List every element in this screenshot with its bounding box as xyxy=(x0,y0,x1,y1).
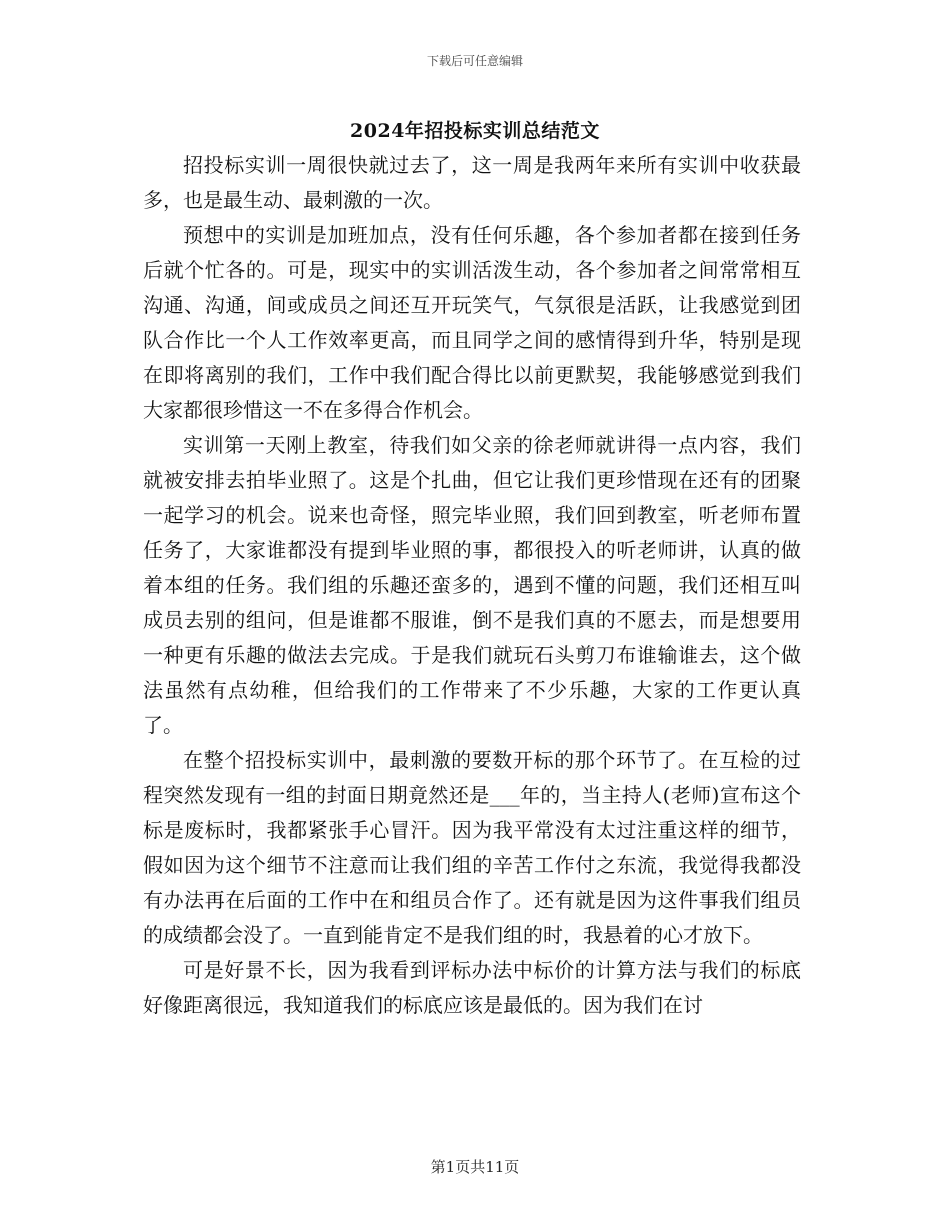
paragraph: 在整个招投标实训中，最刺激的要数开标的那个环节了。在互检的过程突然发现有一组的封面日期竟然还是___年的，当主持人(老师)宣布这个标是废标时，我都紧张手心冒汗。因为我平常没有太过注重这样的细节，假如因为这个细节不注意而让我们组的辛苦工作付之东流，我觉得我都没有办法再在后面的工作中在和组员合作了。还有就是因为这件事我们组员的成绩都会没了。一直到能肯定不是我们组的时，我悬着的心才放下。 xyxy=(143,748,801,947)
paragraph: 预想中的实训是加班加点，没有任何乐趣，各个参加者都在接到任务后就个忙各的。可是，现实中的实训活泼生动，各个参加者之间常常相互沟通、沟通，间或成员之间还互开玩笑气，气氛很是活跃，让我感觉到团队合作比一个人工作效率更高，而且同学之间的感情得到升华，特别是现在即将离别的我们，工作中我们配合得比以前更默契，我能够感觉到我们大家都很珍惜这一不在多得合作机会。 xyxy=(143,223,801,422)
paragraph: 可是好景不长，因为我看到评标办法中标价的计算方法与我们的标底好像距离很远，我知道我们的标底应该是最低的。因为我们在讨 xyxy=(143,958,801,1017)
paragraph: 招投标实训一周很快就过去了，这一周是我两年来所有实训中收获最多，也是最生动、最刺激的一次。 xyxy=(143,153,801,212)
document-title: 2024年招投标实训总结范文 xyxy=(350,120,600,142)
paragraph: 实训第一天刚上教室，待我们如父亲的徐老师就讲得一点内容，我们就被安排去拍毕业照了。这是个扎曲，但它让我们更珍惜现在还有的团聚一起学习的机会。说来也奇怪，照完毕业照，我们回到教室，听老师布置任务了，大家谁都没有提到毕业照的事，都很投入的听老师讲，认真的做着本组的任务。我们组的乐趣还蛮多的，遇到不懂的问题，我们还相互叫成员去别的组问，但是谁都不服谁，倒不是我们真的不愿去，而是想要用一种更有乐趣的做法去完成。于是我们就玩石头剪刀布谁输谁去，这个做法虽然有点幼稚，但给我们的工作带来了不少乐趣，大家的工作更认真了。 xyxy=(143,433,801,737)
page-number-footer: 第1页共11页 xyxy=(430,1158,520,1176)
page-header: 下载后可任意编辑 xyxy=(426,54,523,68)
document-body xyxy=(143,148,801,1023)
